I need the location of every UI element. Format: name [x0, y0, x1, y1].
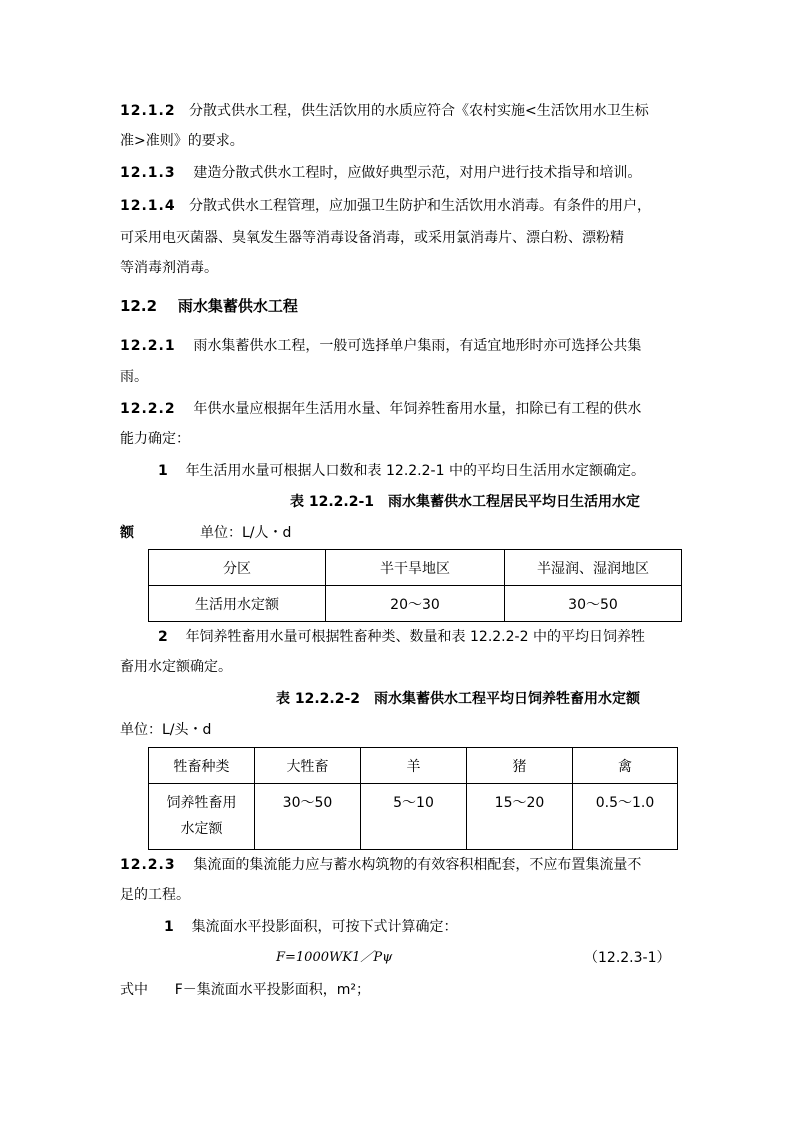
clause-12-1-4-line1 — [120, 196, 651, 216]
item-number: 2 — [158, 629, 168, 645]
list-item-2-line1 — [158, 627, 645, 647]
table1-caption: 表 12.2.2-1 雨水集蓄供水工程居民平均日生活用水定 — [290, 494, 641, 510]
clause-12-1-3 — [120, 163, 641, 183]
clause-text: 建造分散式供水工程时，应做好典型示范，对用户进行技术指导和培训。 — [193, 165, 642, 181]
clause-12-2-2-line2: 能力确定： — [120, 431, 190, 447]
clause-12-1-4-line3: 等消毒剂消毒。 — [120, 260, 218, 276]
list-item-3 — [164, 917, 458, 937]
table1 — [148, 549, 682, 622]
clause-12-2-3-line2: 足的工程。 — [120, 887, 190, 903]
table-row-label — [149, 784, 255, 850]
clause-number: 12.2.3 — [120, 857, 176, 873]
clause-text: 年供水量应根据年生活用水量、年饲养牲畜用水量，扣除已有工程的供水 — [193, 401, 642, 417]
where-text: F－集流面水平投影面积，m²； — [174, 982, 371, 998]
clause-12-1-2-line1 — [120, 101, 649, 121]
clause-number: 12.2.2 — [120, 401, 176, 417]
row-label-line1: 饲养牲畜用 — [166, 795, 237, 811]
section-number: 12.2 — [120, 297, 158, 315]
clause-12-2-2-line1 — [120, 399, 641, 419]
clause-number: 12.2.1 — [120, 338, 176, 354]
table-header-cell: 牲畜种类 — [149, 748, 255, 784]
item-number: 1 — [158, 463, 168, 479]
table-cell: 30～50 — [255, 784, 361, 850]
clause-12-1-2-line2: 准>准则》的要求。 — [120, 133, 244, 149]
table-header-cell: 半干旱地区 — [326, 550, 505, 586]
clause-text: 分散式供水工程管理，应加强卫生防护和生活饮用水消毒。有条件的用户， — [188, 198, 651, 214]
table-header-cell: 大牲畜 — [255, 748, 361, 784]
formula-legend — [120, 980, 370, 1000]
table-header-cell: 分区 — [149, 550, 326, 586]
item-text: 年生活用水量可根据人口数和表 12.2.2-1 中的平均日生活用水定额确定。 — [185, 463, 645, 479]
table-header-cell: 禽 — [573, 748, 678, 784]
table-header-row — [149, 748, 678, 784]
table-header-cell: 羊 — [361, 748, 467, 784]
where-label: 式中 — [120, 982, 148, 998]
clause-text: 集流面的集流能力应与蓄水构筑物的有效容积相配套，不应布置集流量不 — [193, 857, 642, 873]
table-cell: 15～20 — [467, 784, 573, 850]
table-cell: 30～50 — [505, 586, 682, 622]
table-header-row — [149, 550, 682, 586]
clause-12-2-3-line1 — [120, 855, 641, 875]
table2-unit: 单位：L/头・d — [120, 722, 212, 738]
clause-number: 12.1.2 — [120, 103, 176, 119]
item-text: 年饲养牲畜用水量可根据牲畜种类、数量和表 12.2.2-2 中的平均日饲养牲 — [185, 629, 645, 645]
formula: F=1000WK1／Pψ — [276, 950, 393, 965]
clause-12-2-1-line1 — [120, 336, 641, 356]
item-text: 集流面水平投影面积，可按下式计算确定： — [191, 919, 458, 935]
table1-unit: 单位：L/人・d — [200, 525, 292, 541]
table2-caption: 表 12.2.2-2 雨水集蓄供水工程平均日饲养牲畜用水定额 — [276, 691, 641, 707]
item-number: 1 — [164, 919, 174, 935]
list-item-1 — [158, 461, 645, 481]
section-heading-12-2 — [120, 296, 298, 316]
table-header-cell: 猪 — [467, 748, 573, 784]
clause-text: 雨水集蓄供水工程，一般可选择单户集雨，有适宜地形时亦可选择公共集 — [193, 338, 642, 354]
clause-12-2-1-line2: 雨。 — [120, 369, 148, 385]
table-cell: 0.5～1.0 — [573, 784, 678, 850]
section-title: 雨水集蓄供水工程 — [177, 297, 298, 315]
table-row — [149, 784, 678, 850]
table1-caption-cont: 额 — [120, 525, 134, 541]
list-item-2-line2: 畜用水定额确定。 — [120, 659, 232, 675]
table-row — [149, 586, 682, 622]
clause-12-1-4-line2: 可采用电灭菌器、臭氧发生器等消毒设备消毒，或采用氯消毒片、漂白粉、漂粉精 — [120, 230, 624, 246]
table-cell: 20～30 — [326, 586, 505, 622]
formula-number: （12.2.3-1） — [584, 950, 671, 966]
table2 — [148, 747, 678, 850]
row-label-line2: 水定额 — [180, 821, 223, 837]
table-cell: 生活用水定额 — [149, 586, 326, 622]
clause-text: 分散式供水工程，供生活饮用的水质应符合《农村实施<生活饮用水卫生标 — [188, 103, 649, 119]
table-cell: 5～10 — [361, 784, 467, 850]
clause-number: 12.1.4 — [120, 198, 176, 214]
table-header-cell: 半湿润、湿润地区 — [505, 550, 682, 586]
clause-number: 12.1.3 — [120, 165, 176, 181]
